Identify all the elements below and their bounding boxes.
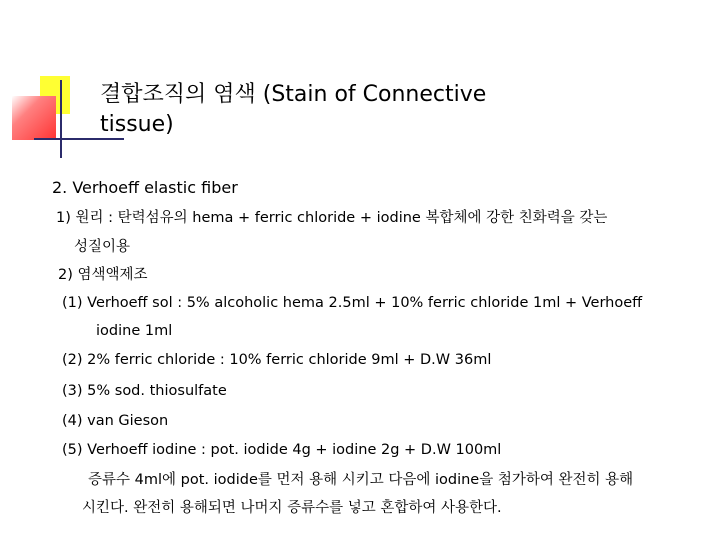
prep-heading: 2) 염색액제조 xyxy=(58,267,148,283)
decorative-vertical-line xyxy=(60,80,62,158)
principle-line-2: 성질이용 xyxy=(74,239,131,255)
item-5: (5) Verhoeff iodine : pot. iodide 4g + iodine 2g + D.W 100ml xyxy=(62,442,502,458)
item-4: (4) van Gieson xyxy=(62,413,169,429)
slide-title-line-2: tissue) xyxy=(100,112,174,137)
item-2: (2) 2% ferric chloride : 10% ferric chloride 9ml + D.W 36ml xyxy=(62,352,492,368)
note-line-2: 시킨다. 완전히 용해되면 나머지 증류수를 넣고 혼합하여 사용한다. xyxy=(82,500,502,516)
principle-line-1: 1) 원리 : 탄력섬유의 hema + ferric chloride + iodine 복합체에 강한 친화력을 갖는 xyxy=(56,210,608,226)
section-heading: 2. Verhoeff elastic fiber xyxy=(52,178,238,197)
item-1-line-1: (1) Verhoeff sol : 5% alcoholic hema 2.5ml + 10% ferric chloride 1ml + Verhoeff xyxy=(62,295,643,311)
item-1-line-2: iodine 1ml xyxy=(96,323,173,339)
item-3: (3) 5% sod. thiosulfate xyxy=(62,383,227,399)
decorative-red-square xyxy=(12,96,56,140)
slide-title xyxy=(100,80,620,140)
slide-title-line-1: 결합조직의 염색 (Stain of Connective xyxy=(100,82,487,107)
note-line-1: 증류수 4ml에 pot. iodide를 먼저 용해 시키고 다음에 iodine을 첨가하여 완전히 용해 xyxy=(88,472,634,488)
